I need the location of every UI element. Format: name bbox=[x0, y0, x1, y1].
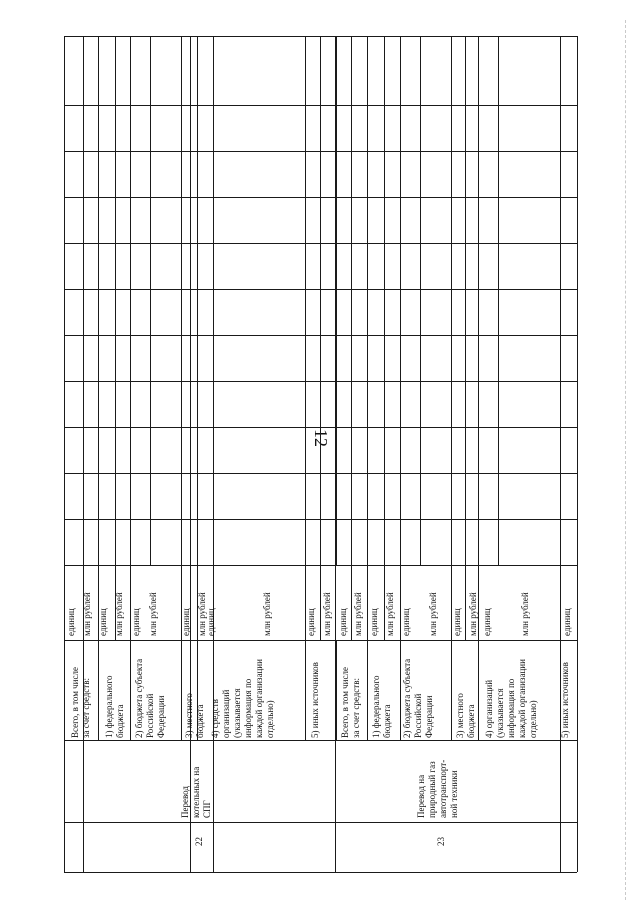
data-row-line bbox=[351, 36, 352, 565]
data-row-line bbox=[320, 36, 321, 565]
source-separator bbox=[336, 640, 337, 740]
unit-label: млн рублей bbox=[353, 592, 363, 636]
data-row-line bbox=[560, 36, 561, 565]
unit-label: единиц bbox=[206, 608, 216, 636]
row-number: 23 bbox=[436, 837, 446, 846]
data-row-line bbox=[98, 36, 99, 565]
data-row-line bbox=[130, 36, 131, 565]
data-row-line bbox=[115, 36, 116, 565]
source-label: 3) местного бюджета bbox=[455, 693, 476, 738]
row-name: Перевод на природный газ автотранспорт- ной техники bbox=[416, 759, 459, 818]
unit-label: млн рублей bbox=[520, 592, 530, 636]
data-column-line bbox=[64, 243, 577, 244]
source-separator bbox=[400, 640, 401, 740]
table-left-border bbox=[64, 36, 65, 872]
source-label: 4) средств организаций (указывается информация по каждой организации отдельно) bbox=[210, 659, 275, 738]
unit-row-separator bbox=[560, 565, 561, 640]
source-label: 5) иных источников bbox=[560, 662, 570, 738]
unit-label: единиц bbox=[482, 608, 492, 636]
data-row-line bbox=[83, 36, 84, 565]
data-row-line bbox=[213, 36, 214, 565]
source-separator bbox=[305, 640, 306, 740]
data-column-line bbox=[64, 427, 577, 428]
unit-row-separator bbox=[197, 565, 198, 640]
data-column-line bbox=[64, 36, 577, 37]
data-row-line bbox=[336, 36, 337, 565]
source-separator bbox=[478, 640, 479, 740]
data-row-line bbox=[367, 36, 368, 565]
data-row-line bbox=[400, 36, 401, 565]
data-row-line bbox=[150, 36, 151, 565]
source-label: 3) местного бюджета bbox=[184, 693, 205, 738]
unit-label: единиц bbox=[401, 608, 411, 636]
label-column-line bbox=[64, 740, 577, 741]
unit-label: единиц bbox=[181, 608, 191, 636]
data-row-line bbox=[498, 36, 499, 565]
row-number: 22 bbox=[194, 837, 204, 846]
data-column-line bbox=[64, 335, 577, 336]
unit-row-separator bbox=[478, 565, 479, 640]
data-column-line bbox=[64, 151, 577, 152]
source-label: 1) федерального бюджета bbox=[371, 675, 392, 738]
unit-row-separator bbox=[130, 565, 131, 640]
page-number: 12 bbox=[311, 429, 331, 447]
unit-row-separator bbox=[181, 565, 182, 640]
unit-row-separator bbox=[351, 565, 352, 640]
data-row-line bbox=[384, 36, 385, 565]
label-column-line bbox=[64, 640, 577, 641]
unit-label: млн рублей bbox=[468, 592, 478, 636]
data-row-line bbox=[420, 36, 421, 565]
unit-label: млн рублей bbox=[385, 592, 395, 636]
unit-label: единиц bbox=[369, 608, 379, 636]
scan-fold-line bbox=[625, 20, 626, 900]
unit-label: единиц bbox=[306, 608, 316, 636]
data-row-line bbox=[197, 36, 198, 565]
unit-row-separator bbox=[115, 565, 116, 640]
unit-row-separator bbox=[400, 565, 401, 640]
unit-label: единиц bbox=[131, 608, 141, 636]
data-column-line bbox=[64, 381, 577, 382]
unit-row-separator bbox=[384, 565, 385, 640]
unit-label: млн рублей bbox=[262, 592, 272, 636]
row-name: Перевод котельных на СПГ bbox=[180, 766, 212, 818]
source-separator bbox=[98, 640, 99, 740]
data-row-line bbox=[181, 36, 182, 565]
unit-label: млн рублей bbox=[148, 592, 158, 636]
data-column-line bbox=[64, 519, 577, 520]
unit-label: единиц bbox=[338, 608, 348, 636]
source-separator bbox=[451, 640, 452, 740]
source-separator bbox=[197, 640, 198, 740]
data-row-line bbox=[305, 36, 306, 565]
data-row-line bbox=[465, 36, 466, 565]
source-label: 1) федерального бюджета bbox=[104, 675, 125, 738]
source-label: 2) бюджета субъекта Российской Федерации bbox=[402, 658, 434, 738]
unit-label: единиц bbox=[66, 608, 76, 636]
source-separator bbox=[130, 640, 131, 740]
unit-label: млн рублей bbox=[428, 592, 438, 636]
source-label: Всего, в том числе за счет средств: bbox=[340, 667, 361, 738]
unit-label: млн рублей bbox=[82, 592, 92, 636]
table-right-border bbox=[577, 36, 578, 872]
data-column-line bbox=[64, 105, 577, 106]
source-separator bbox=[181, 640, 182, 740]
label-column-line bbox=[64, 822, 577, 823]
unit-label: единиц bbox=[562, 608, 572, 636]
data-row-line bbox=[478, 36, 479, 565]
unit-row-separator bbox=[367, 565, 368, 640]
data-column-line bbox=[64, 473, 577, 474]
unit-label: единиц bbox=[98, 608, 108, 636]
unit-label: единиц bbox=[452, 608, 462, 636]
source-separator bbox=[367, 640, 368, 740]
unit-row-separator bbox=[83, 565, 84, 640]
unit-row-separator bbox=[305, 565, 306, 640]
data-column-line bbox=[64, 197, 577, 198]
source-label: 5) иных источников bbox=[310, 662, 320, 738]
unit-label: млн рублей bbox=[197, 592, 207, 636]
data-column-line bbox=[64, 289, 577, 290]
source-label: Всего, в том числе за счет средств: bbox=[70, 667, 91, 738]
unit-row-separator bbox=[98, 565, 99, 640]
data-row-line bbox=[451, 36, 452, 565]
unit-row-separator bbox=[465, 565, 466, 640]
unit-label: млн рублей bbox=[114, 592, 124, 636]
source-separator bbox=[560, 640, 561, 740]
source-label: 4) организаций (указывается информация по каждой организации отдельно) bbox=[484, 659, 538, 738]
unit-label: млн рублей bbox=[322, 592, 332, 636]
source-label: 2) бюджета субъекта Российской Федерации bbox=[134, 658, 166, 738]
unit-row-separator bbox=[451, 565, 452, 640]
table-bottom-border bbox=[64, 872, 577, 873]
unit-row-separator bbox=[320, 565, 321, 640]
data-column-line bbox=[64, 565, 577, 566]
